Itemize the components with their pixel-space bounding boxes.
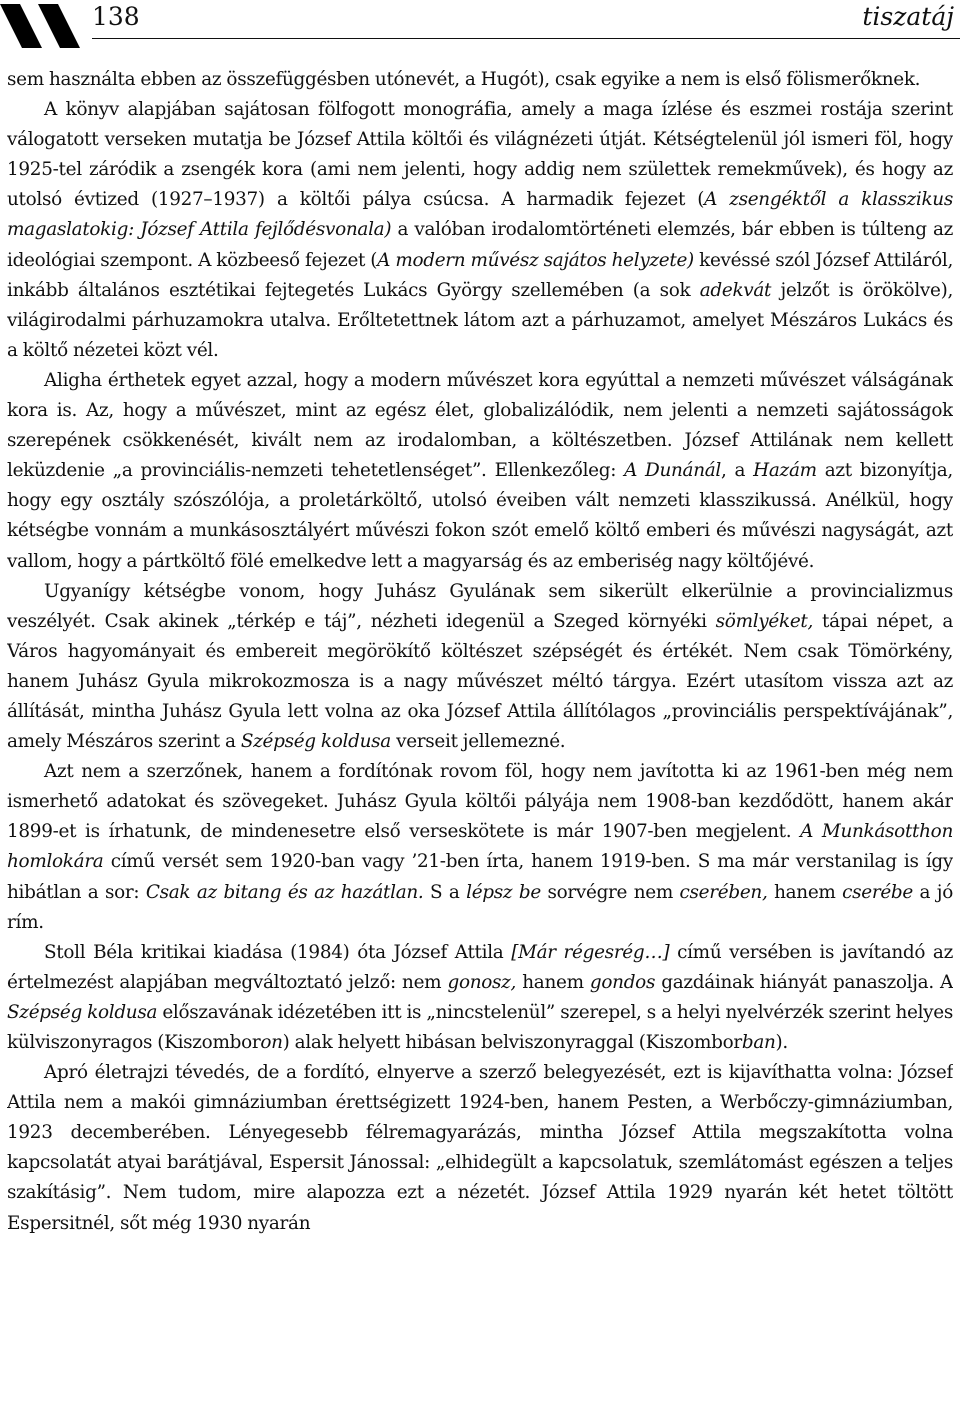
italic-text-segment: Csak az bitang és az hazátlan. [145, 881, 424, 903]
text-segment: Aligha érthetek egyet azzal, hogy a modern művészet kora egyúttal a nemzeti művészet válságának kora is. Az, hogy a művészet, mint az egész élet, globalizálódik, nem jelenti a nemzeti sajátosságok szerepének csökkenését, kivált nem az irodalomban, a költészetben. József Attilának nem kellett leküzdenie „a provinciális-nemzeti tehetetlenséget”. Ellenkezőleg: [7, 369, 953, 482]
text-segment: S a [423, 881, 467, 903]
paragraph [7, 366, 953, 577]
text-segment: című versét sem 1920-ban vagy ’21-ben írta, hanem 1919-ben. S ma már verstanilag is így hibátlan a sor: [7, 851, 953, 903]
italic-text-segment: adekvát [699, 279, 772, 301]
body-text [7, 65, 953, 1420]
italic-text-segment: gondos [589, 971, 656, 993]
text-segment: Azt nem a szerzőnek, hanem a fordítónak rovom föl, hogy nem javította ki az 1961-ben még nem ismerhető adatokat és szövegeket. Juhász Gyula költői pályája nem 1908-ban kezdődött, hanem akár 1899-et is írhatunk, de mindenesetre első verseskötete is már 1907-ben megjelent. [7, 761, 953, 843]
text-segment: tápai népet, a Város hagyományait és embereit megörökítő költészet szépségét és értékét. Nem csak Tömörkény, hanem Juhász Gyula mikrokozmosza is a nagy művészet méltó tárgya. Ezért utasítom vissza azt az állítását, mintha Juhász Gyula lett volna az oka József Attila állítólagos „provinciális perspektívájának”, amely Mészáros szerint a [7, 610, 953, 753]
text-segment: ) alak helyett hibásan belviszonyraggal (Kiszombor [282, 1032, 742, 1053]
text-segment: a valóban irodalomtörténeti elemzés, bár ebben is túlteng az ideológiai szempont. A közbeeső fejezet ( [7, 219, 953, 271]
text-segment: Apró életrajzi tévedés, de a fordító, elnyerve a szerző belegyezését, ezt is kijavíthatta volna: József Attila nem a makói gimnáziumban érettségizett 1924-ben, hanem Pesten, a Werbőczy-gimnáziumban, 1923 decemberében. Lényegesebb félremagyarázás, mintha József Attila megszakította volna kapcsolatát atyai barátjával, Espersit Jánossal: „elhidegült a kapcsolatuk, szemlátomást egészen a teljes szakításig”. Nem tudom, mire alapozza ezt a nézetét. József Attila 1929 nyarán két hetet töltött Espersitnél, sőt még 1930 nyarán [7, 1062, 953, 1234]
text-segment: gazdáinak hiányát panaszolja. A [655, 971, 953, 993]
italic-text-segment: lépsz be [466, 881, 541, 903]
italic-text-segment: Szépség koldusa [7, 1001, 158, 1023]
italic-text-segment: A zsengéktől a klasszikus magaslatokig: József Attila fejlődésvonala) [7, 189, 953, 241]
text-segment: sorvégre nem [540, 881, 680, 903]
italic-text-segment: A Munkásotthon homlokára [7, 821, 953, 873]
text-segment: Stoll Béla kritikai kiadása (1984) óta József Attila [44, 941, 512, 963]
text-segment: előszavának idézetében itt is „nincstelenül” szerepel, s a helyi nyelvérzék szerint helyes külviszonyragos (Kiszombor [7, 1001, 953, 1053]
paragraph [7, 577, 953, 758]
text-segment: hanem [516, 971, 590, 993]
text-segment: jelzőt is örökölve), világirodalmi párhuzamokra utalva. Erőltetettnek látom azt a párhuzamot, amelyet Mészáros Lukács és a költő nézetei közt vél. [7, 279, 953, 361]
paragraph [7, 65, 953, 95]
italic-text-segment: Szépség koldusa [240, 731, 391, 753]
page-number: 138 [92, 2, 140, 31]
italic-text-segment: sömlyéket, [715, 610, 814, 632]
text-segment: a jó rím. [7, 881, 953, 933]
italic-text-segment: [Már régesrég…] [511, 941, 670, 963]
page-header [0, 0, 960, 50]
publisher-logo-icon [0, 4, 80, 48]
text-segment: hanem [767, 881, 843, 903]
text-segment: A könyv alapjában sajátosan fölfogott monográfia, amely a maga ízlése és eszmei rostája szerint válogatott verseken mutatja be József Attila költői és világnézeti útját. Kétségtelenül jól ismeri föl, hogy 1925-tel záródik a zsengék kora (ami nem jelenti, hogy addig nem születtek remekművek), és hogy az utolsó évtized (1927–1937) a költői pálya csúcsa. A harmadik fejezet ( [7, 99, 953, 211]
text-segment: , a [721, 460, 754, 482]
text-segment: Ugyanígy kétségbe vonom, hogy Juhász Gyulának sem sikerült elkerülnie a provincializmus veszélyét. Csak akinek „térkép e táj”, nézheti idegenül a Szeged környéki [7, 580, 953, 632]
paragraph [7, 757, 953, 938]
running-title: tiszatáj [862, 2, 954, 31]
text-segment: sem használta ebben az összefüggésben utónevét, a Hugót), csak egyike a nem is első fölismerőknek. [7, 69, 921, 90]
header-rule [92, 38, 960, 39]
paragraph [7, 1058, 953, 1239]
italic-text-segment: A Dunánál [624, 460, 722, 482]
paragraph [7, 938, 953, 1058]
italic-text-segment: ban [741, 1032, 776, 1053]
italic-text-segment: cserében, [679, 881, 768, 903]
italic-text-segment: gonosz, [447, 971, 517, 993]
italic-text-segment: cserébe [842, 881, 913, 903]
text-segment: című versében is javítandó az értelmezést alapjában megváltoztató jelző: nem [7, 941, 953, 993]
italic-text-segment: A modern művész sajátos helyzete) [377, 249, 694, 271]
italic-text-segment: Hazám [753, 460, 817, 482]
text-segment: kevéssé szól József Attiláról, inkább általános esztétikai fejtegetés Lukács György szellemében (a sok [7, 249, 953, 301]
text-segment: azt bizonyítja, hogy egy osztály szószólója, a proletárköltő, utolsó éveiben vált nemzeti klasszikussá. Anélkül, hogy kétségbe vonnám a munkásosztályért művészi fokon szót emelő költő emberi és művészi nagyságát, azt vallom, hogy a pártköltő fölé emelkedve lett a magyarság és az emberiség nagy költőjévé. [7, 460, 953, 572]
text-segment: verseit jellemezné. [390, 731, 566, 753]
italic-text-segment: on [260, 1032, 283, 1053]
text-segment: ). [775, 1032, 788, 1053]
paragraph [7, 95, 953, 366]
